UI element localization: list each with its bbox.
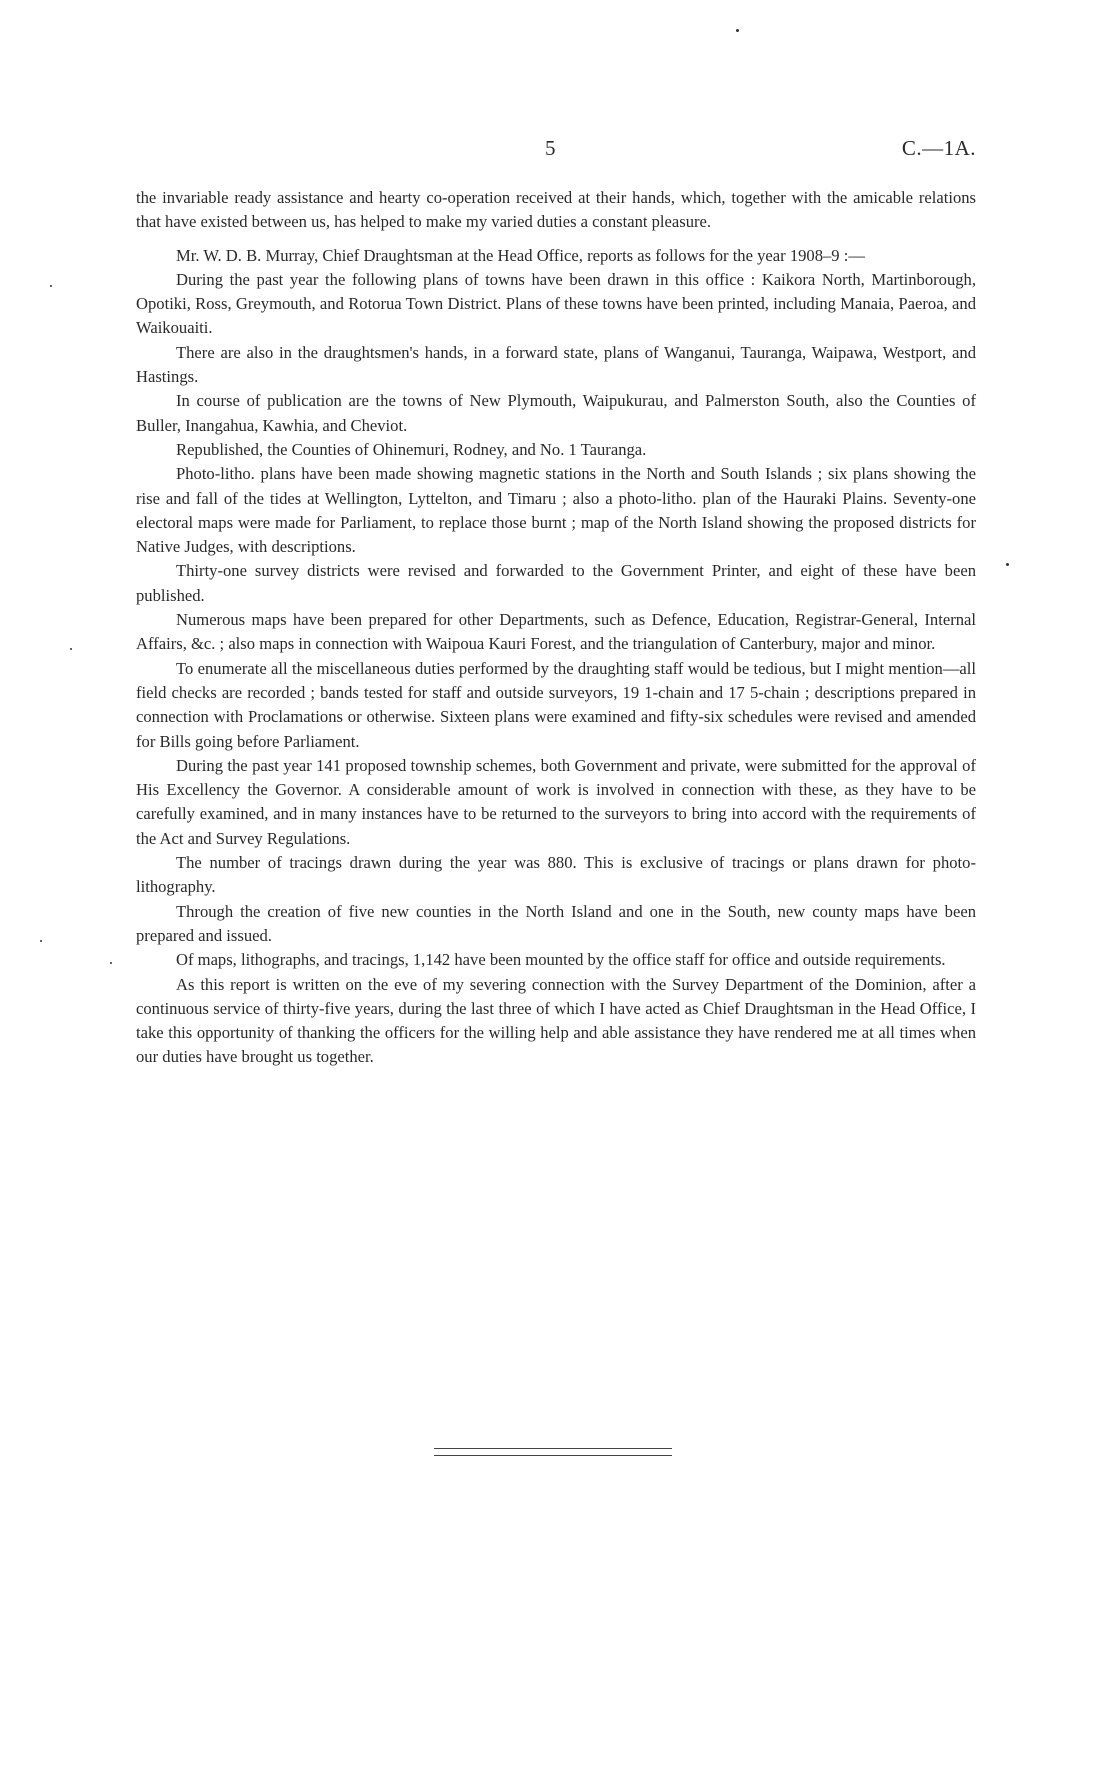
paragraph-tracings: The number of tracings drawn during the year was 880. This is exclusive of tracings or plans drawn for photo-lithography. <box>136 853 976 897</box>
scan-speck <box>736 29 739 32</box>
paragraph-republished: Republished, the Counties of Ohinemuri, Rodney, and No. 1 Tauranga. <box>176 439 647 459</box>
scan-speck <box>50 285 52 287</box>
scan-speck <box>1006 563 1009 566</box>
paragraph-mounted: Of maps, lithographs, and tracings, 1,142 have been mounted by the office staff for office and outside requirements. <box>176 950 946 970</box>
paragraph-forward-state: There are also in the draughtsmen's hands, in a forward state, plans of Wanganui, Tauranga, Waipawa, Westport, and Hastings. <box>136 342 976 387</box>
paragraph-continuation: the invariable ready assistance and hearty co-operation received at their hands, which, together with the amicable relations that have existed between us, has helped to make my varied duties a constant pleasure. <box>136 188 976 232</box>
paragraph-town-plans: During the past year the following plans of towns have been drawn in this office : Kaikora North, Martinborough, Opotiki, Ross, Greymouth, and Rotorua Town District. Plans of these towns have been printed, including Manaia, Paeroa, and Waikouaiti. <box>136 269 976 338</box>
paragraph-intro-murray: Mr. W. D. B. Murray, Chief Draughtsman at the Head Office, reports as follows for the year 1908–9 :— <box>176 245 865 265</box>
paragraph-photo-litho: Photo-litho. plans have been made showing magnetic stations in the North and South Islands ; six plans showing the rise and fall of the tides at Wellington, Lyttelton, and Timaru ; also a photo-litho. plan of the Hauraki Plains. Seventy-one electoral maps were made for Parliament, to replace those burnt ; map of the North Island showing the proposed districts for Native Judges, with descriptions. <box>136 464 976 557</box>
paragraph-new-counties: Through the creation of five new counties in the North Island and one in the South, new county maps have been prepared and issued. <box>136 901 976 945</box>
scan-speck <box>110 962 112 964</box>
document-reference: C.—1A. <box>901 136 976 160</box>
scan-speck <box>40 940 42 942</box>
closing-double-rule <box>434 1448 672 1456</box>
report-body <box>136 186 976 1070</box>
paragraph-survey-districts: Thirty-one survey districts were revised and forwarded to the Government Printer, and eight of these have been published. <box>136 561 976 605</box>
paragraph-publication: In course of publication are the towns of New Plymouth, Waipukurau, and Palmerston South, also the Counties of Buller, Inangahua, Kawhia, and Cheviot. <box>136 391 976 435</box>
scan-speck <box>70 648 72 650</box>
paragraph-farewell: As this report is written on the eve of my severing connection with the Survey Department of the Dominion, after a continuous service of thirty-five years, during the last three of which I have acted as Chief Draughtsman in the Head Office, I take this opportunity of thanking the officers for the willing help and able assistance they have rendered me at all times when our duties have brought us together. <box>136 974 976 1067</box>
paragraph-departments: Numerous maps have been prepared for other Departments, such as Defence, Education, Registrar-General, Internal Affairs, &c. ; also maps in connection with Waipoua Kauri Forest, and the triangulation of Canterbury, major and minor. <box>136 610 976 654</box>
page-header <box>136 136 976 166</box>
paragraph-misc-duties: To enumerate all the miscellaneous duties performed by the draughting staff would be tedious, but I might mention—all field checks are recorded ; bands tested for staff and outside surveyors, 19 1-chain and 17 5-chain ; descriptions prepared in connection with Proclamations or otherwise. Sixteen plans were examined and fifty-six schedules were revised and amended for Bills going before Parliament. <box>136 658 976 751</box>
page-number: 5 <box>545 136 556 160</box>
paragraph-township-schemes: During the past year 141 proposed township schemes, both Government and private, were submitted for the approval of His Excellency the Governor. A considerable amount of work is involved in connection with these, as they have to be carefully examined, and in many instances have to be returned to the surveyors to bring into accord with the requirements of the Act and Survey Regulations. <box>136 755 976 848</box>
